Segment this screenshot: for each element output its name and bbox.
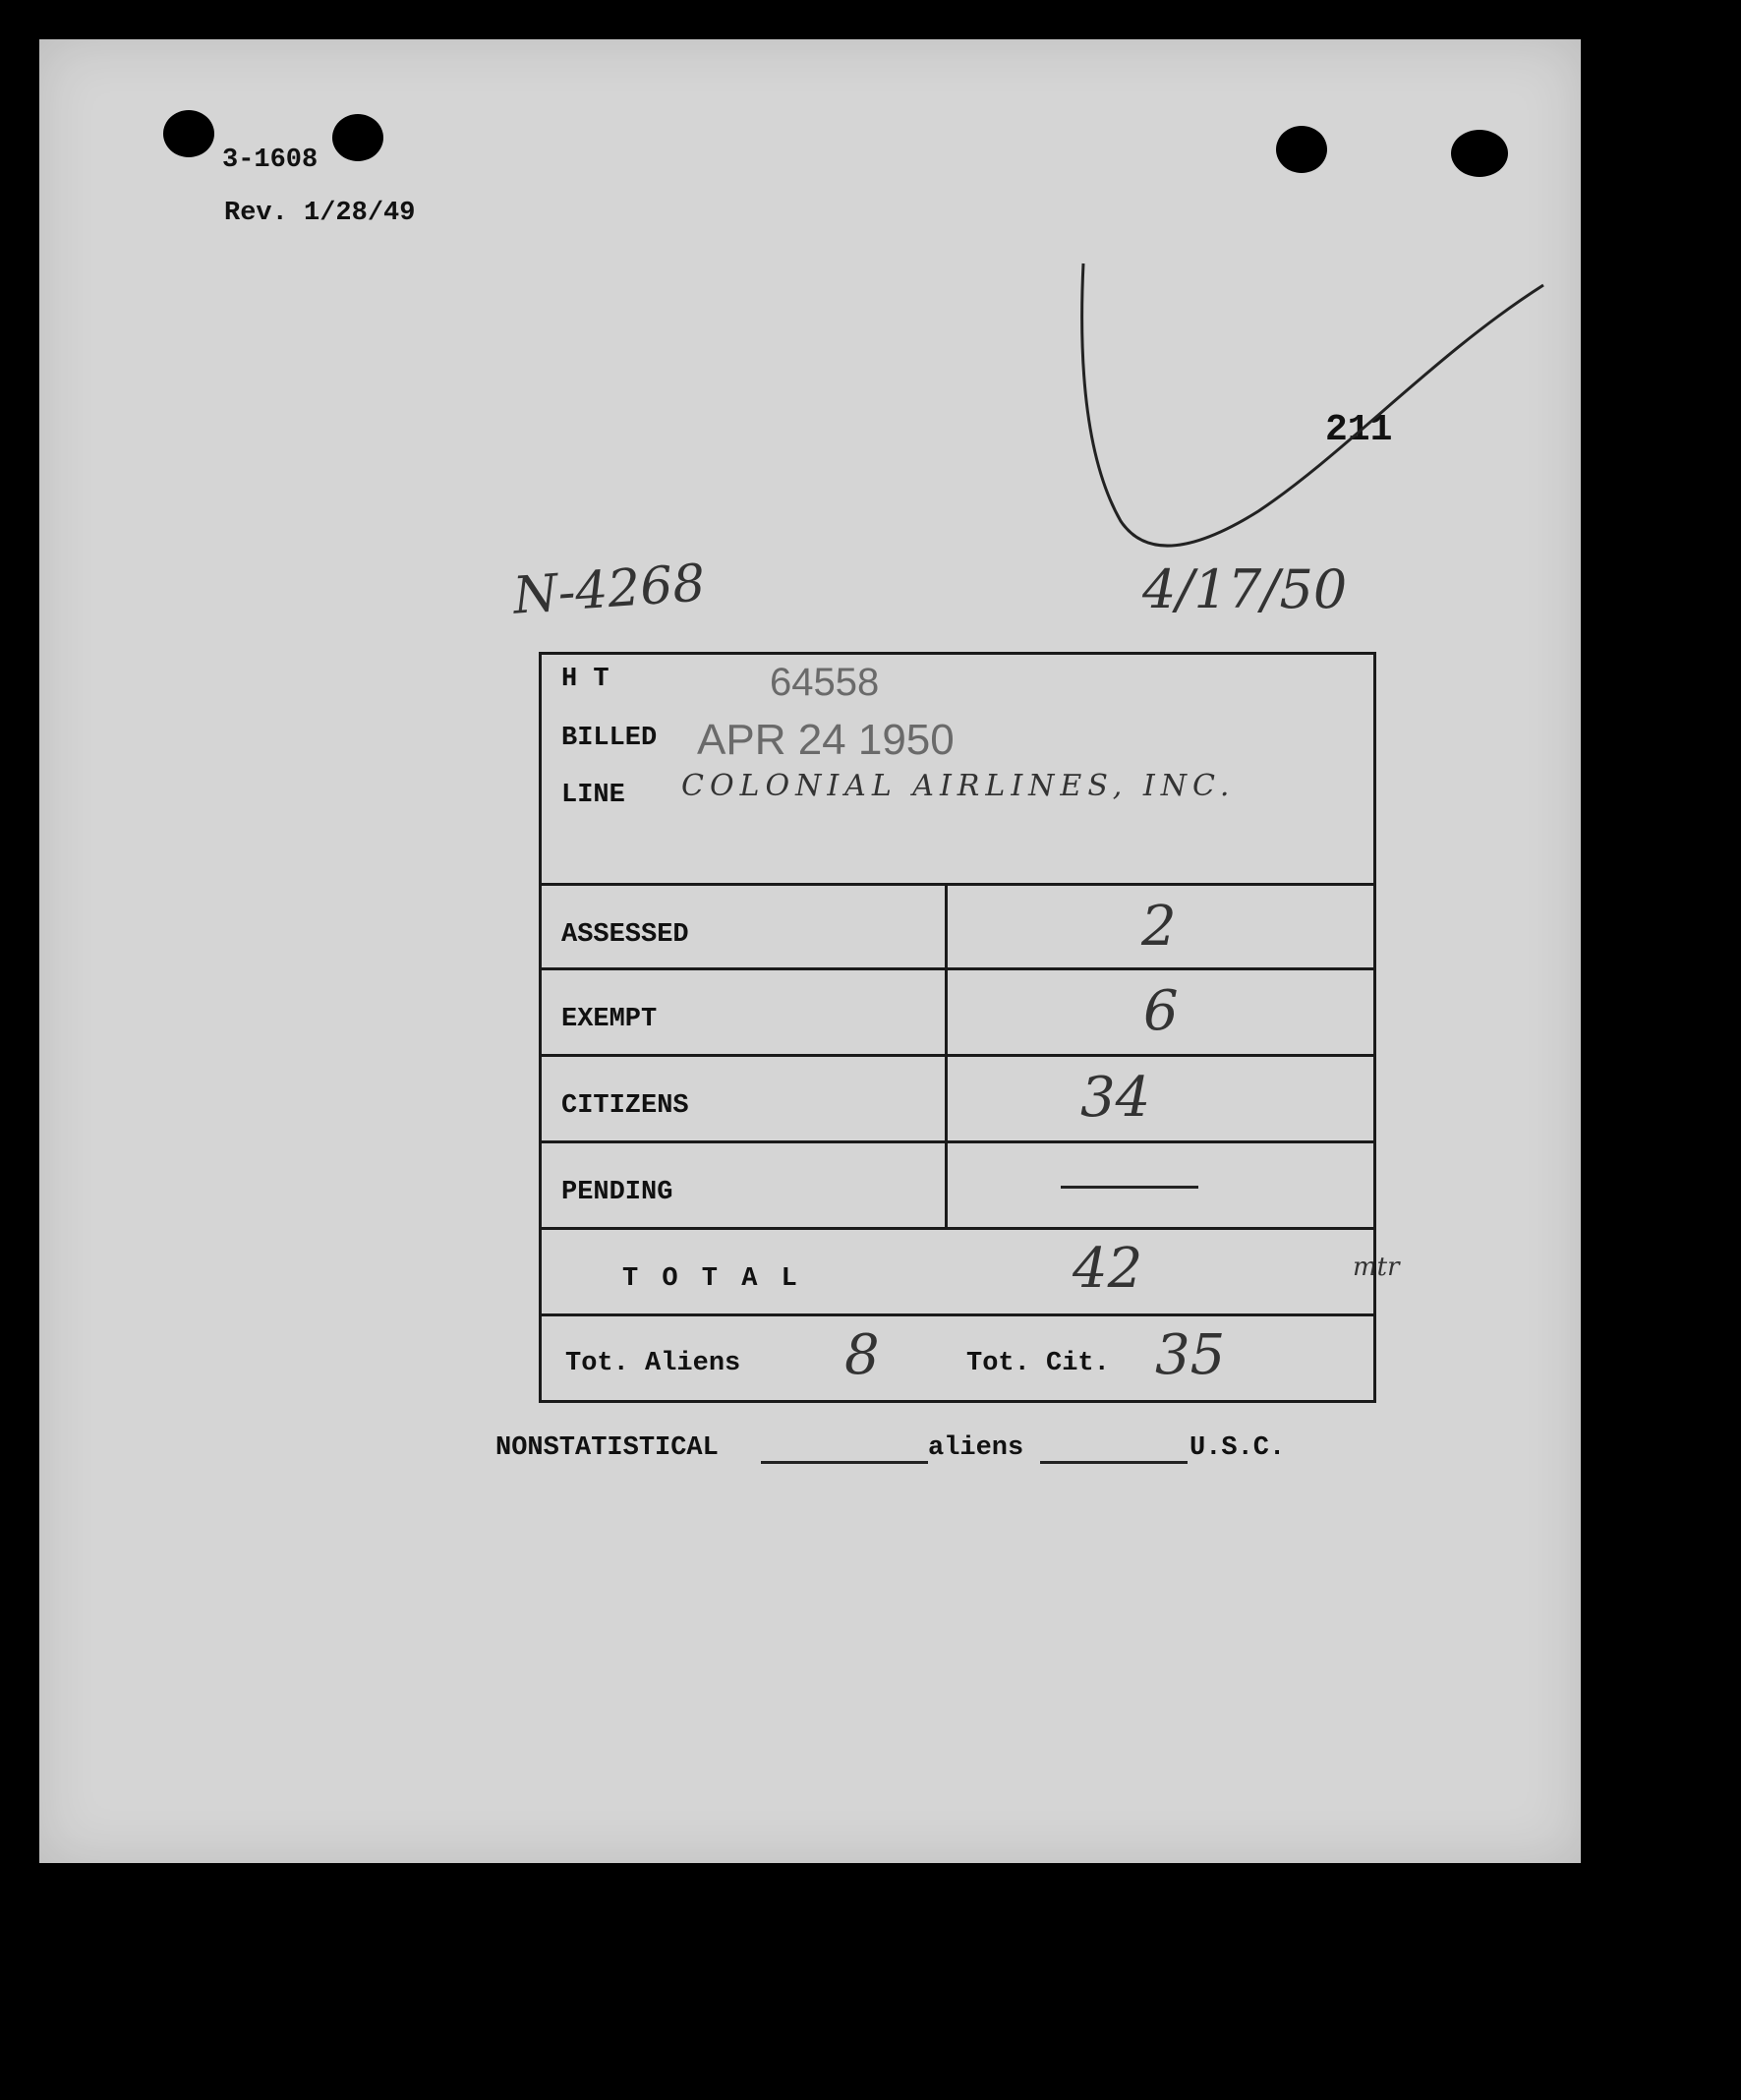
billing-form-box [539,652,1376,1403]
nonstatistical-blank [761,1461,928,1464]
divider [542,1054,1373,1057]
billed-label: BILLED [561,724,658,753]
page-number: 211 [1325,409,1393,451]
ht-label: H T [561,665,609,694]
pending-dash [1061,1186,1198,1189]
tot-cit-value: 35 [1155,1323,1226,1387]
line-label: LINE [561,781,625,810]
tot-aliens-value: 8 [844,1323,880,1387]
checkmark-icon [1062,256,1553,570]
exempt-label: EXEMPT [561,1005,658,1034]
citizens-value: 34 [1080,1066,1151,1130]
punch-hole [1276,126,1327,173]
usc-label: U.S.C. [1190,1433,1286,1463]
ht-number-stamp: 64558 [770,661,880,704]
aliens-blank [1040,1461,1188,1464]
punch-hole [1451,130,1508,177]
handwritten-date: 4/17/50 [1142,558,1348,620]
form-number: 3-1608 [222,146,319,175]
assessed-value: 2 [1141,895,1177,959]
revision-date: Rev. 1/28/49 [224,199,416,228]
line-value: COLONIAL AIRLINES, INC. [681,769,1236,803]
punch-hole [163,110,214,157]
divider [542,1140,1373,1143]
total-label: T O T A L [622,1264,801,1294]
assessed-label: ASSESSED [561,920,689,950]
nonstatistical-label: NONSTATISTICAL [495,1433,719,1463]
pending-label: PENDING [561,1178,673,1207]
divider [542,883,1373,886]
billed-date-stamp: APR 24 1950 [697,716,955,764]
total-value: 42 [1073,1237,1143,1301]
divider [542,967,1373,970]
tot-aliens-label: Tot. Aliens [565,1349,741,1378]
exempt-value: 6 [1143,979,1179,1043]
handwritten-file-number: N-4268 [511,554,708,626]
punch-hole [332,114,383,161]
handwritten-initials: mtr [1353,1253,1400,1282]
tot-cit-label: Tot. Cit. [966,1349,1110,1378]
divider [542,1313,1373,1316]
aliens-label: aliens [928,1433,1024,1463]
citizens-label: CITIZENS [561,1091,689,1121]
document-page [39,39,1581,1863]
divider [542,1227,1373,1230]
